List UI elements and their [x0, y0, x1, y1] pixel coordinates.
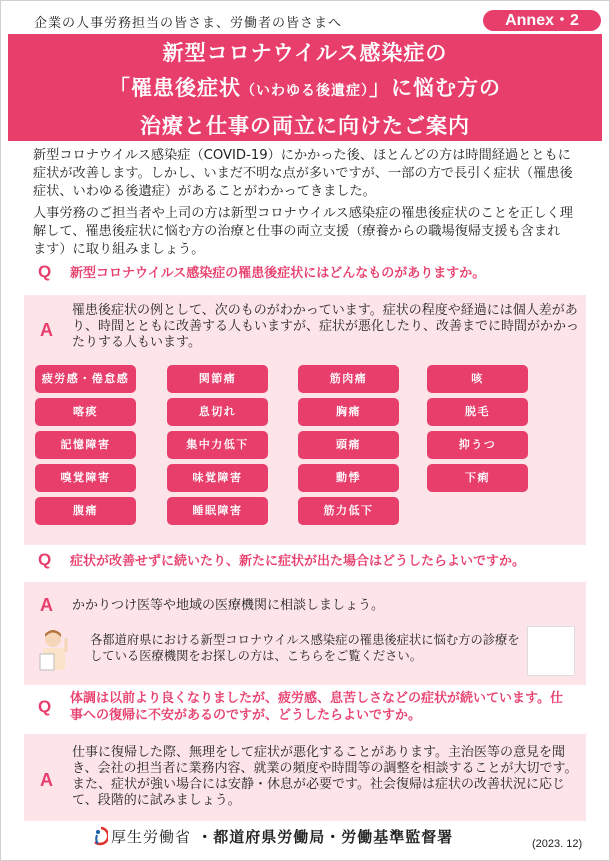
title-part: 「罹患後症状: [109, 76, 241, 100]
answer-1: 罹患後症状の例として、次のものがわかっています。症状の程度や経過には個人差があり、時間とともに改善する人もいますが、症状が悪化したり、改善までに時間がかかったりする人もいます。: [72, 303, 580, 350]
symptom-chip: 腹痛: [35, 497, 136, 525]
annex-badge: Annex・2: [483, 10, 601, 31]
title-part-small: （いわゆる後遺症）: [241, 83, 369, 99]
intro-paragraph-1: 新型コロナウイルス感染症（COVID-19）にかかった後、ほとんどの方は時間経過とともに症状が改善します。しかし、いまだ不明な点が多いですが、一部の方で長引く症状（罹患後症状、いわゆる後遺症）があることがわかってきました。: [33, 148, 573, 199]
q-mark: Q: [38, 550, 52, 569]
question-3: 体調は以前より良くなりましたが、疲労感、息苦しさなどの症状が続いています。仕事への復帰に不安があるのですが、どうしたらよいですか。: [70, 691, 563, 723]
q-mark: Q: [38, 262, 52, 281]
symptom-chip: 嗅覚障害: [35, 464, 136, 492]
clinic-search-note: 各都道府県における新型コロナウイルス感染症の罹患後症状に悩む方の診療をしている医療機関をお探しの方は、こちらをご覧ください。: [90, 633, 520, 663]
symptom-chip: 胸痛: [298, 398, 399, 426]
title-line-2: [8, 71, 602, 109]
q-mark: Q: [38, 697, 52, 716]
symptom-chip: 筋肉痛: [298, 365, 399, 393]
symptom-chip: 脱毛: [427, 398, 528, 426]
symptom-chip: 味覚障害: [167, 464, 268, 492]
a-mark: A: [40, 320, 53, 340]
person-illustration-icon: [38, 628, 72, 672]
symptom-chip: 抑うつ: [427, 431, 528, 459]
question-2: 症状が改善せずに続いたり、新たに症状が出た場合はどうしたらよいですか。: [70, 554, 526, 569]
title-line-1: 新型コロナウイルス感染症の: [162, 41, 448, 65]
symptom-chip: 動悸: [298, 464, 399, 492]
symptom-chip: 集中力低下: [167, 431, 268, 459]
title-banner: [8, 34, 602, 141]
symptom-chip: 下痢: [427, 464, 528, 492]
issue-date: (2023. 12): [532, 838, 583, 850]
symptom-chip: 筋力低下: [298, 497, 399, 525]
audience-text: 企業の人事労務担当の皆さま、労働者の皆さまへ: [34, 16, 343, 31]
a-mark: A: [40, 770, 53, 790]
symptom-chip: 息切れ: [167, 398, 268, 426]
question-1: 新型コロナウイルス感染症の罹患後症状にはどんなものがありますか。: [70, 266, 486, 281]
intro-paragraph-2: 人事労務のご担当者や上司の方は新型コロナウイルス感染症の罹患後症状のことを正しく理解して、罹患後症状に悩む方の治療と仕事の両立支援（療養からの職場復帰支援も含まれます）に取り組みましょう。: [33, 206, 573, 257]
symptom-chip: 記憶障害: [35, 431, 136, 459]
a-mark: A: [40, 595, 53, 615]
labor-bureaus: ・都道府県労働局・労働基準監督署: [197, 828, 454, 846]
qr-code[interactable]: [527, 626, 575, 676]
title-part: 」に悩む方の: [369, 76, 501, 100]
symptom-chip: 疲労感・倦怠感: [35, 365, 136, 393]
footer-org: [95, 826, 453, 847]
symptom-chip: 喀痰: [35, 398, 136, 426]
answer-2: かかりつけ医等や地域の医療機関に相談しましょう。: [72, 598, 385, 613]
title-line-3: 治療と仕事の両立に向けたご案内: [140, 114, 470, 138]
symptom-chip: 咳: [427, 365, 528, 393]
symptom-chip: 頭痛: [298, 431, 399, 459]
symptom-chip: 睡眠障害: [167, 497, 268, 525]
answer-3: 仕事に復帰した際、無理をして症状が悪化することがあります。主治医等の意見を聞き、会社の担当者に業務内容、就業の頻度や時間等の調整を相談することが大切です。また、症状が強い場合には安静・休息が必要です。社会復帰は症状の改善状況に応じて、段階的に試みましょう。: [72, 745, 578, 808]
mhlw-name: 厚生労働省: [111, 828, 192, 846]
symptom-chip: 関節痛: [167, 365, 268, 393]
